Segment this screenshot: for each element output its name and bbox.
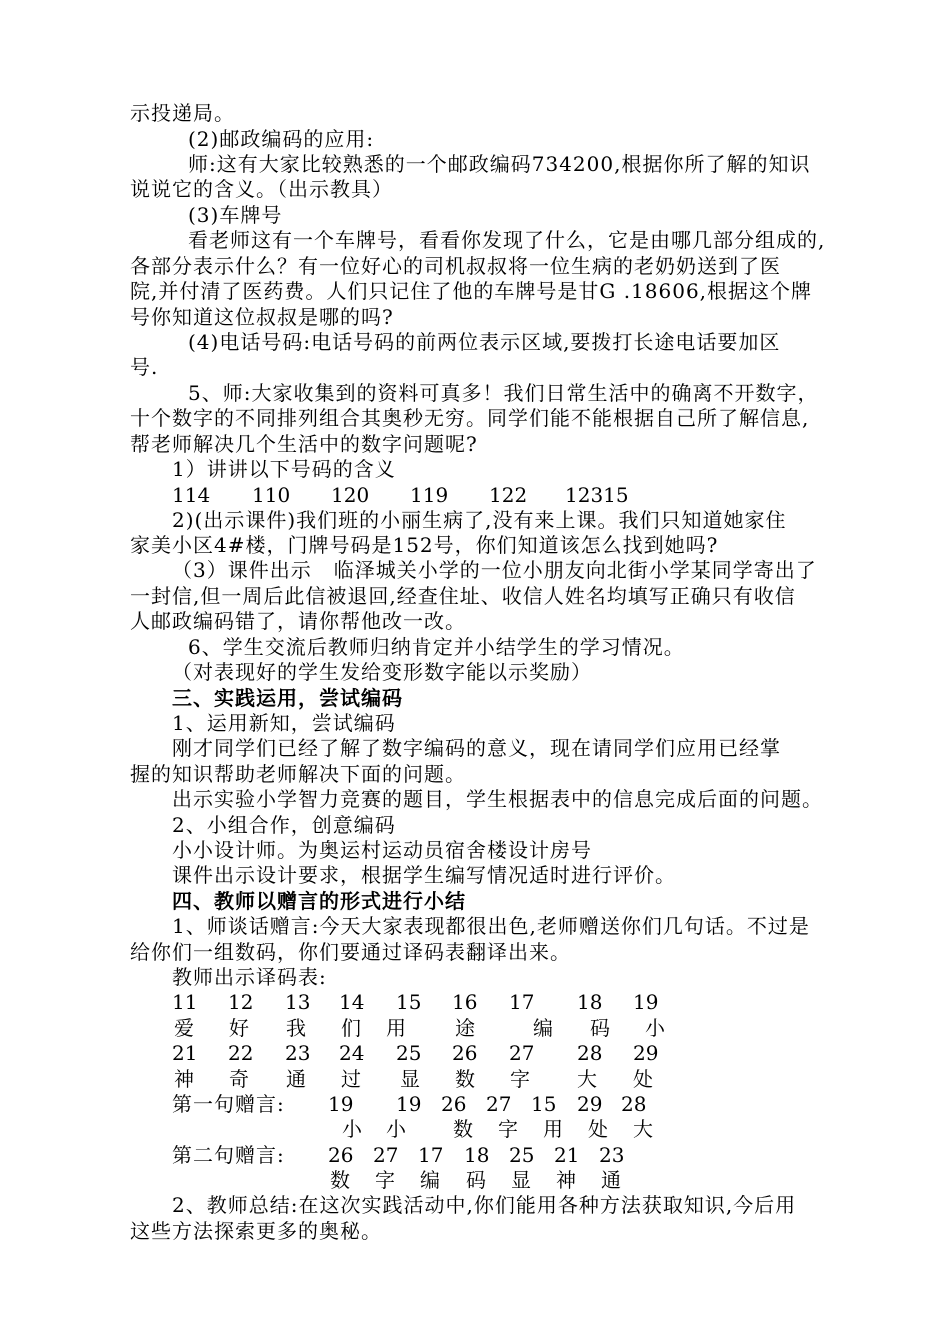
- table-row: [0, 1167, 950, 1194]
- table-cell: 11: [172, 990, 198, 1014]
- text-line: 刚才同学们已经了解了数字编码的意义，现在请同学们应用已经掌: [172, 736, 781, 760]
- table-cell: 26: [452, 1041, 478, 1065]
- text-line: 号你知道这位叔叔是哪的吗?: [130, 305, 394, 329]
- table-cell: 23: [285, 1041, 311, 1065]
- table-cell: 27: [486, 1092, 512, 1116]
- table-cell: 25: [509, 1143, 535, 1167]
- text-line: 号.: [130, 355, 159, 379]
- table-cell: 23: [599, 1143, 625, 1167]
- table-cell: 处: [633, 1067, 653, 1091]
- table-cell: 小: [386, 1117, 406, 1141]
- table-cell: 过: [341, 1067, 361, 1091]
- text-line: 说说它的含义。（出示教具）: [130, 177, 393, 201]
- text-line: （对表现好的学生发给变形数字能以示奖励）: [172, 660, 592, 684]
- table-cell: 数: [453, 1117, 473, 1141]
- text-line: 示投递局。: [130, 101, 235, 125]
- text-line: (2)邮政编码的应用:: [188, 127, 375, 151]
- table-cell: 119: [410, 483, 449, 507]
- table-cell: 通: [286, 1067, 306, 1091]
- table-cell: 显: [400, 1067, 420, 1091]
- text-line: 家美小区4#楼，门牌号码是152号，你们知道该怎么找到她吗?: [130, 533, 719, 557]
- text-line: 院,并付清了医药费。人们只记住了他的车牌号是甘G .18606,根据这个牌: [130, 279, 813, 303]
- table-cell: 14: [339, 990, 365, 1014]
- text-line: 2、教师总结:在这次实践活动中,你们能用各种方法获取知识,今后用: [172, 1193, 797, 1217]
- table-cell: 爱: [174, 1016, 194, 1040]
- text-line: (4)电话号码:电话号码的前两位表示区域,要拨打长途电话要加区: [188, 330, 781, 354]
- table-cell: 好: [229, 1016, 249, 1040]
- text-line: 这些方法探索更多的奥秘。: [130, 1219, 382, 1243]
- table-cell: 122: [489, 483, 528, 507]
- text-line: 出示实验小学智力竞赛的题目，学生根据表中的信息完成后面的问题。: [172, 787, 823, 811]
- table-cell: 大: [577, 1067, 597, 1091]
- text-line: 2)(出示课件)我们班的小丽生病了,没有来上课。我们只知道她家住: [172, 508, 787, 532]
- text-line: 十个数字的不同排列组合其奥秒无穷。同学们能不能根据自己所了解信息,: [130, 406, 810, 430]
- table-cell: 神: [556, 1168, 576, 1192]
- table-cell: 114: [172, 483, 211, 507]
- table-cell: 15: [531, 1092, 557, 1116]
- text-line: 6、学生交流后教师归纳肯定并小结学生的学习情况。: [188, 635, 685, 659]
- table-cell: 24: [339, 1041, 365, 1065]
- table-row: [0, 1066, 950, 1093]
- table-cell: 编: [533, 1016, 553, 1040]
- text-line: 给你们一组数码，你们要通过译码表翻译出来。: [130, 940, 571, 964]
- table-cell: 18: [577, 990, 603, 1014]
- text-line: 帮老师解决几个生活中的数字问题呢?: [130, 432, 478, 456]
- table-cell: 25: [396, 1041, 422, 1065]
- table-cell: 21: [554, 1143, 580, 1167]
- table-cell: 编: [420, 1168, 440, 1192]
- table-cell: 数: [455, 1067, 475, 1091]
- table-cell: 17: [509, 990, 535, 1014]
- table-cell: 110: [252, 483, 291, 507]
- table-row: [0, 1015, 950, 1042]
- table-cell: 奇: [229, 1067, 249, 1091]
- table-cell: 们: [341, 1016, 361, 1040]
- table-cell: 字: [498, 1117, 518, 1141]
- table-cell: 13: [285, 990, 311, 1014]
- table-cell: 29: [633, 1041, 659, 1065]
- section-heading: 四、教师以赠言的形式进行小结: [172, 889, 466, 913]
- table-cell: 数: [330, 1168, 350, 1192]
- table-cell: 码: [466, 1168, 486, 1192]
- table-cell: 用: [543, 1117, 563, 1141]
- table-cell: 26: [441, 1092, 467, 1116]
- text-line: 看老师这有一个车牌号，看看你发现了什么，它是由哪几部分组成的,: [188, 228, 826, 252]
- text-line: 第一句赠言:: [172, 1092, 285, 1116]
- table-cell: 19: [396, 1092, 422, 1116]
- table-cell: 16: [452, 990, 478, 1014]
- table-cell: 18: [464, 1143, 490, 1167]
- table-row: [0, 482, 950, 509]
- text-line: （3）课件出示 临泽城关小学的一位小朋友向北街小学某同学寄出了: [172, 558, 817, 582]
- table-cell: 用: [386, 1016, 406, 1040]
- text-line: 各部分表示什么？有一位好心的司机叔叔将一位生病的老奶奶送到了医: [130, 254, 781, 278]
- table-row: [0, 1091, 950, 1118]
- text-line: (3)车牌号: [188, 203, 283, 227]
- text-line: 人邮政编码错了，请你帮他改一改。: [130, 609, 466, 633]
- table-cell: 26: [328, 1143, 354, 1167]
- text-line: 1、运用新知，尝试编码: [172, 711, 396, 735]
- table-cell: 19: [633, 990, 659, 1014]
- text-line: 5、师:大家收集到的资料可真多！我们日常生活中的确离不开数字，: [188, 381, 819, 405]
- table-cell: 27: [373, 1143, 399, 1167]
- table-cell: 120: [331, 483, 370, 507]
- table-cell: 我: [286, 1016, 306, 1040]
- table-cell: 处: [588, 1117, 608, 1141]
- table-row: [0, 1040, 950, 1067]
- table-cell: 显: [511, 1168, 531, 1192]
- table-cell: 15: [396, 990, 422, 1014]
- table-cell: 28: [621, 1092, 647, 1116]
- text-line: 小小设计师。为奥运村运动员宿舍楼设计房号: [172, 838, 592, 862]
- text-line: 教师出示译码表:: [172, 965, 327, 989]
- text-line: 1、师谈话赠言:今天大家表现都很出色,老师赠送你们几句话。不过是: [172, 914, 810, 938]
- table-cell: 28: [577, 1041, 603, 1065]
- table-cell: 小: [645, 1016, 665, 1040]
- table-cell: 途: [455, 1016, 475, 1040]
- table-cell: 字: [510, 1067, 530, 1091]
- text-line: 2、小组合作，创意编码: [172, 813, 396, 837]
- text-line: 握的知识帮助老师解决下面的问题。: [130, 762, 466, 786]
- table-cell: 码: [590, 1016, 610, 1040]
- text-line: 第二句赠言:: [172, 1143, 285, 1167]
- section-heading: 三、实践运用，尝试编码: [172, 686, 403, 710]
- table-cell: 21: [172, 1041, 198, 1065]
- table-cell: 神: [174, 1067, 194, 1091]
- table-row: [0, 1142, 950, 1169]
- table-cell: 27: [509, 1041, 535, 1065]
- text-line: 1）讲讲以下号码的含义: [172, 457, 396, 481]
- table-cell: 22: [228, 1041, 254, 1065]
- text-line: 一封信,但一周后此信被退回,经查住址、收信人姓名均填写正确只有收信: [130, 584, 796, 608]
- table-cell: 通: [601, 1168, 621, 1192]
- table-cell: 19: [328, 1092, 354, 1116]
- table-cell: 12315: [565, 483, 629, 507]
- table-row: [0, 989, 950, 1016]
- table-cell: 字: [375, 1168, 395, 1192]
- table-row: [0, 1116, 950, 1143]
- table-cell: 17: [418, 1143, 444, 1167]
- table-cell: 29: [577, 1092, 603, 1116]
- table-cell: 大: [633, 1117, 653, 1141]
- table-cell: 12: [228, 990, 254, 1014]
- text-line: 课件出示设计要求，根据学生编写情况适时进行评价。: [172, 863, 676, 887]
- text-line: 师:这有大家比较熟悉的一个邮政编码734200,根据你所了解的知识: [188, 152, 811, 176]
- table-cell: 小: [342, 1117, 362, 1141]
